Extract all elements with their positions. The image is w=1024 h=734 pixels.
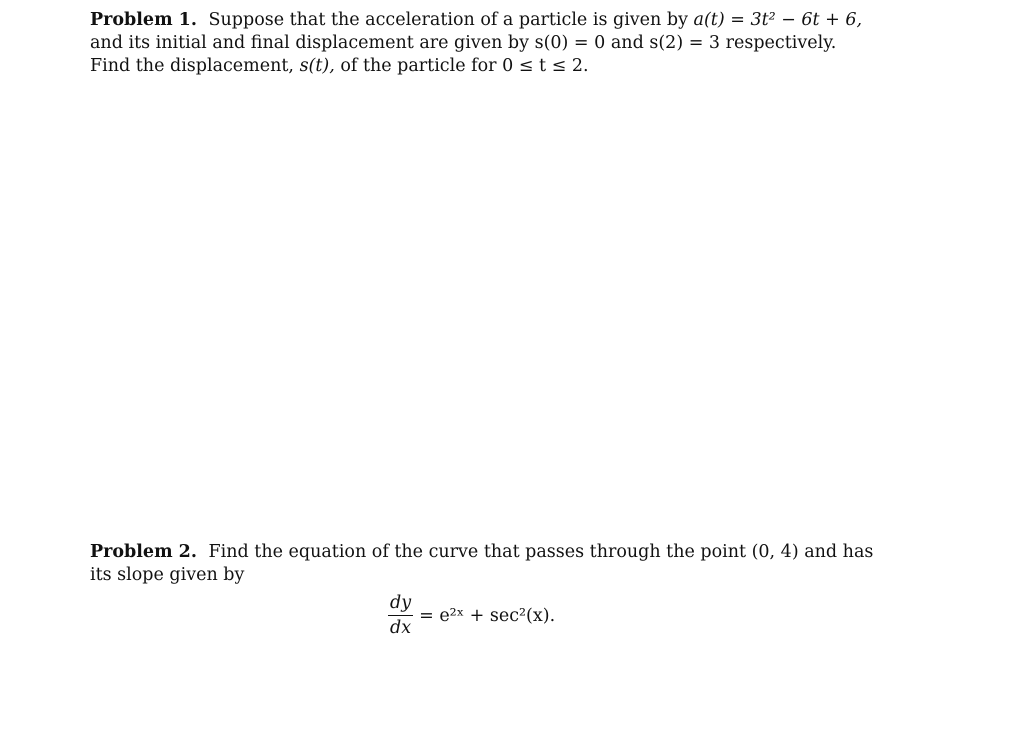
final-condition: s(2) = 3 xyxy=(649,33,721,53)
problem-1-text: Suppose that the acceleration of a particle is given by xyxy=(208,10,688,30)
problem-1-conditions-text: and its initial and final displacement are given by xyxy=(90,33,530,53)
problem-2-text: Find the equation of the curve that passes through the point (0, 4) and has xyxy=(208,542,874,562)
problem-2-slope-text: its slope given by xyxy=(90,565,245,585)
problem-2-label: Problem 2. xyxy=(90,542,197,562)
problem-1-line-3 xyxy=(90,55,890,78)
time-range: 0 ≤ t ≤ 2. xyxy=(502,56,589,76)
displacement-function: s(t), xyxy=(299,56,335,76)
problem-2-line-1 xyxy=(90,541,890,564)
problem-1-find-text: Find the displacement, xyxy=(90,56,294,76)
problem-1-label: Problem 1. xyxy=(90,10,197,30)
fraction-numerator: dy xyxy=(390,593,412,613)
initial-condition: s(0) = 0 xyxy=(534,33,606,53)
derivative-fraction xyxy=(388,593,413,638)
acceleration-formula: a(t) = 3t² − 6t + 6, xyxy=(693,10,863,30)
problem-1-line-1 xyxy=(90,9,890,32)
problem-2 xyxy=(90,541,890,587)
and-word: and xyxy=(610,33,644,53)
slope-equation xyxy=(388,593,555,638)
respectively-word: respectively. xyxy=(725,33,837,53)
problem-1-range-text: of the particle for xyxy=(340,56,497,76)
problem-2-line-2 xyxy=(90,564,890,587)
problem-1-line-2 xyxy=(90,32,890,55)
problem-1 xyxy=(90,9,890,78)
equation-right-side: = e²ˣ + sec²(x). xyxy=(419,605,556,626)
fraction-denominator: dx xyxy=(388,615,413,638)
